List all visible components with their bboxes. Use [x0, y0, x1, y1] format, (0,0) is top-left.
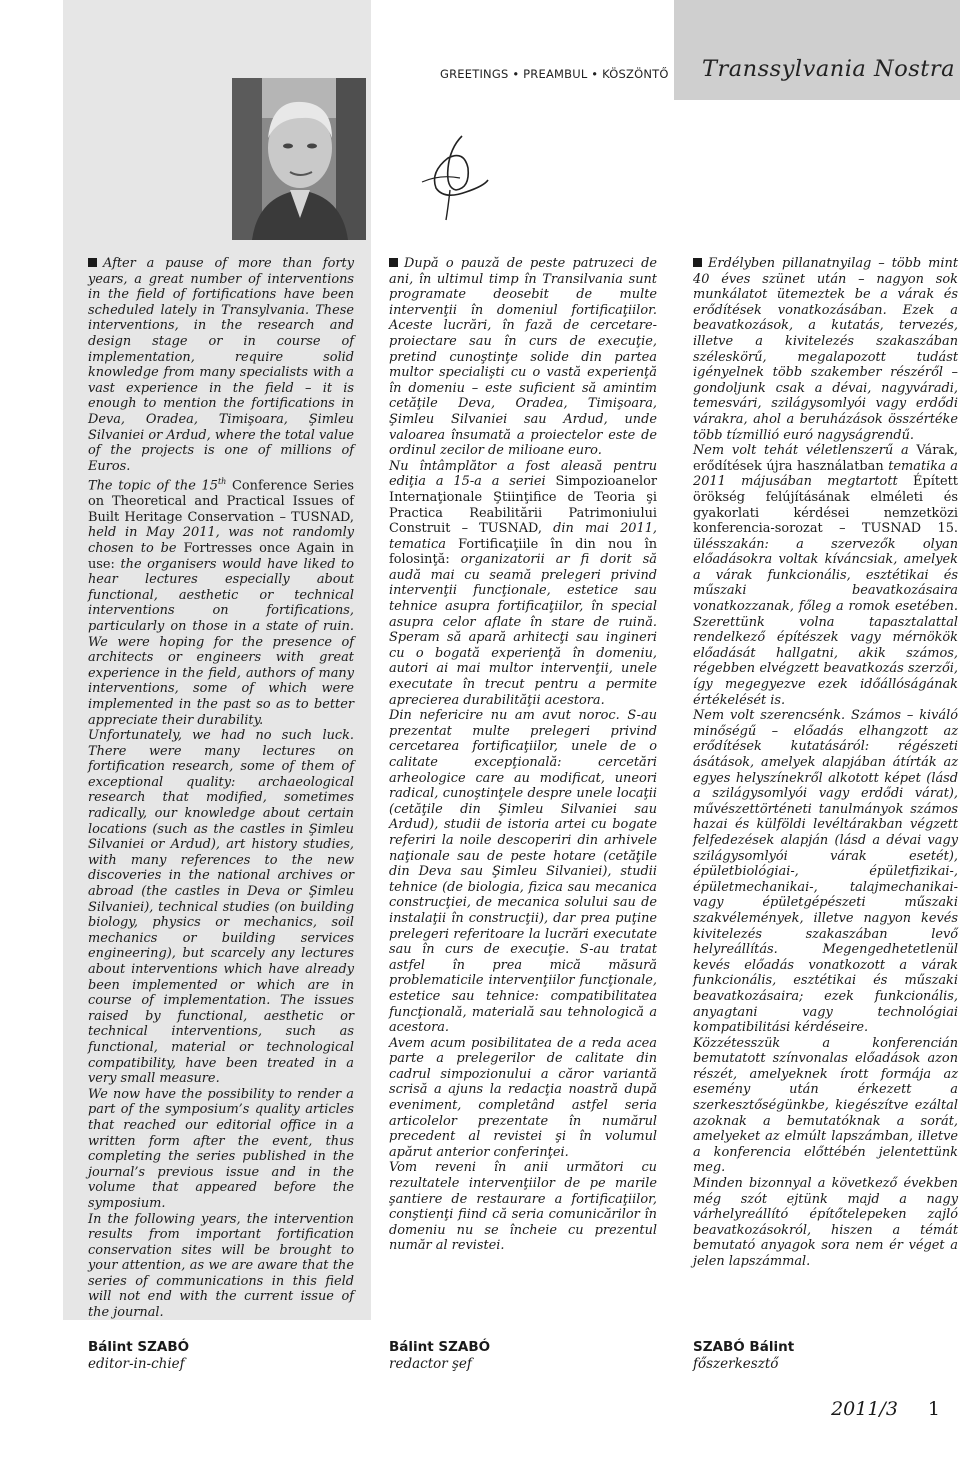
paragraph-text: held in May 2011, was not randomly chosen to be — [88, 525, 354, 556]
paragraph-text: Nu întâmplător a fost aleasă pentru ediţia a 15-a a seriei — [389, 458, 657, 490]
paragraph-text: Erdélyben pillanatnyilag – több mint 40 éves szünet után – nagyon sok munkálatot ütemeztek be a várak és erődítések vonatkozásában. Ezek a beavatkozások, a kutatás, tervezés, illetve a kivitelezés szakaszában széleskörű, megalapozott tudást igényelnek több szakember részéről – gondoljunk csak a dévai, nagyváradi, temesvári, szilágysomlyói vagy erdődi várakra, ahol a beruházások összértéke több tízmillió euró nagyságrendű. — [693, 256, 958, 443]
paragraph-text: tematika a 2011 májusában megtartott — [693, 458, 958, 490]
paragraph — [389, 459, 657, 709]
square-bullet-icon — [693, 258, 702, 267]
paragraph-text: După o pauză de peste patruzeci de ani, în ultimul timp în Transilvania sunt programate deosebit de multe intervenţii în domeniul fortificaţiilor. Aceste lucrări, în fază de cercetare-proiectare sau în curs de execuţie, pretind cunoştinţe solide din partea multor specialişti cu o vastă experienţă în domeniu – este suficient să amintim cetăţile Deva, Oradea, Timişoara, Şimleu Silvaniei sau Ardud, unde valoarea însumată a proiectelor este de ordinul zecilor de milioane euro. — [389, 256, 657, 459]
paragraph: We now have the possibility to render a part of the symposium’s quality articles that reached our editorial office in a written form after the event, thus completing the series published in the journal’s previous issue and in the volume that appeared before the symposium. — [88, 1086, 354, 1211]
section-labels: GREETINGS • PREAMBUL • KÖSZÖNTŐ — [440, 67, 669, 81]
author-role: editor-in-chief — [88, 1356, 185, 1372]
author-role: redactor şef — [389, 1356, 472, 1372]
editor-portrait-photo — [232, 78, 366, 240]
page-footer — [831, 1398, 940, 1420]
paragraph-text: organizatorii ar fi dorit să audă mai cu seamă prelegeri privind intervenţii funcţionale, estetice sau tehnice asupra fortificaţiilor, în special asupra celor aflate în stare de ruină. Speram să apară arhitecţi sau ingineri cu o bogată experienţă în domeniu, autori ai mai multor intervenţii, unele executate în trecut pentru a permite aprecierea durabilităţii acestora. — [389, 552, 657, 708]
paragraph: Vom reveni în anii următori cu rezultatele intervenţiilor de pe marile şantiere de restaurare a fortificaţiilor, conştienţi fiind că seria comunicărilor în domeniu nu se încheie cu prezentul număr al revistei. — [389, 1160, 657, 1254]
paragraph — [88, 474, 354, 728]
conference-name: Simpozioanelor Internaţionale Ştiinţifice de Teoria şi Practica Reabilitării Patrimoniului Construit – TUSNAD, — [389, 474, 657, 537]
portrait-illustration — [232, 78, 366, 240]
paragraph — [693, 443, 958, 708]
paragraph: Din nefericire nu am avut noroc. S-au prezentat multe prelegeri privind cercetarea fortificaţiilor, unele de o calitate excepţională: cercetări arheologice care au modificat, uneori radical, cunoştinţele despre unele locaţii (cetăţile din Şimleu Silvaniei sau Ardud), studii de istoria artei cu bogate referiri la noile descoperiri din arhivele naţionale sau de peste hotare (cetăţile din Deva sau Şimleu Silvaniei), studii tehnice (de biologia, fizica sau mecanica construcţiei, de mecanica solului sau de instalaţii în construcţii), dar prea puţine prelegeri referitoare la lucrări executate sau în curs de execuţie. S-au tratat astfel în prea mică măsură problematicile intervenţiilor funcţionale, estetice sau tehnice: compatibilitatea funcţională, materială sau tehnologică a acestora. — [389, 708, 657, 1036]
author-name: Bálint SZABÓ — [389, 1339, 491, 1355]
paragraph-text: The topic of the 15 — [88, 478, 218, 494]
paragraph: Minden bizonnyal a következő években még szót ejtünk majd a nagy várhelyreállító építőtelepeken zajló beavatkozásokról, hiszen a témát bemutató anyagok sora nem ér véget a jelen lapszámmal. — [693, 1176, 958, 1269]
journal-title: Transsylvania Nostra — [701, 56, 955, 82]
column-romanian — [389, 256, 657, 1254]
paragraph-text: Nem volt tehát véletlenszerű a — [693, 443, 917, 459]
conference-topic: Fortresses once Again in use: — [88, 540, 354, 572]
conference-name: Conference Series on Theoretical and Practical Issues of Built Heritage Conservation – TUSNAD, — [88, 478, 355, 525]
superscript: th — [217, 477, 227, 487]
header-title-bar — [674, 0, 960, 100]
author-name: Bálint SZABÓ — [88, 1339, 190, 1355]
square-bullet-icon — [389, 258, 398, 267]
signature-block-romanian — [389, 1339, 490, 1373]
paragraph: In the following years, the intervention results from important fortification conservation sites will be brought to your attention, as we are aware that the series of communications in this field will not end with the current issue of the journal. — [88, 1211, 354, 1321]
signature-block-english — [88, 1339, 189, 1373]
conference-topic: Várak, erődítések újra használatban — [693, 443, 958, 474]
paragraph — [693, 256, 958, 443]
paragraph-text: ülésszakán: a szervezők olyan előadásokra voltak kíváncsiak, amelyek a várak funkcionális, esztétikai és műszaki beavatkozásaira vonatkozzanak, főleg a romok esetében. Szerettünk volna tapasztalattal rendelkező építészek vagy mérnökök előadását hallgatni, akik számos, régebben elvégzett beavatkozás szerzői, így megegyezve ezek időállóságának értékelését is. — [693, 536, 958, 708]
signature-block-hungarian — [693, 1339, 794, 1373]
column-english — [88, 256, 354, 1321]
paragraph: Avem acum posibilitatea de a reda acea parte a prelegerilor de calitate din cadrul simpozionului a căror variantă scrisă a ajuns la redacţia noastră după eveniment, completând astfel seria articolelor prezentate în numărul precedent al revistei şi în volumul apărut anterior conferinţei. — [389, 1035, 657, 1160]
paragraph — [389, 256, 657, 459]
conference-name: Épített örökség felújításának elméleti és gyakorlati kérdései nemzetközi konferencia-sorozat – TUSNAD 15. — [693, 474, 958, 537]
paragraph: Nem volt szerencsénk. Számos – kiváló minőségű – előadás elhangzott az erődítések kutatásáról: régészeti ásátások, amelyek alapjában átírták az egyes helyszínekről alkotott képet (lásd a szilágysomlyói vagy erdődi várat), művészettörténeti tanulmányok számos hazai és külföldi levéltárakban végzett felfedezések alapján (lásd a dévai vagy szilágysomlyói várak esetét), épületbiológiai-, épületfizikai-, épületmechanikai-, talajmechanikai- vagy épületgépészeti műszaki szakvélemények, illetve nagyon kevés kivitelezés szakaszában levő helyreállítás. Megengedhetetlenül kevés előadás vonatkozott a várak funkcionális, esztétikai és műszaki beavatkozásaira; ezek funkcionális, anyagtani vagy technológiai kompatibilitási kérdéseire. — [693, 708, 958, 1036]
paragraph-text: After a pause of more than forty years, a great number of interventions in the field of fortifications have been scheduled lately in Transylvania. These interventions, in the research and design stage or in course of implementation, require solid knowledge from many specialists with a vast experience in the field – it is enough to mention the fortifications in Deva, Oradea, Timişoara, Şimleu Silvaniei or Ardud, where the total value of the projects is one of millions of Euros. — [88, 256, 354, 474]
paragraph: Unfortunately, we had no such luck. There were many lectures on fortification research, some of them of exceptional quality: archaeological research that modified, sometimes radically, our knowledge about certain locations (such as the castles in Şimleu Silvaniei or Ardud), art history studies, with many references to the new discoveries in the national archives or abroad (the castles in Deva or Şimleu Silvaniei), technical studies (on building biology, physics or mechanics, soil mechanics or building services engineering), but scarcely any lectures about interventions which have already been implemented or which are in course of implementation. The issues raised by functional, aesthetic or technical interventions, such as functional, material or technological compatibility, have been treated in a very small measure. — [88, 728, 354, 1087]
editor-signature — [400, 128, 500, 228]
paragraph: Közzétesszük a konferencián bemutatott színvonalas előadások azon részét, amelyeknek írott formája az esemény után érkezett a szerkesztőségünkbe, kiegészítve ezáltal azoknak a bemutatóknak a sorát, amelyeket az elmúlt lapszámban, illetve a konferencia előttébén jelentettünk meg. — [693, 1035, 958, 1176]
page-number: 1 — [927, 1398, 940, 1420]
paragraph-text: din mai 2011, tematica — [389, 521, 658, 552]
issue-number: 2011/3 — [831, 1398, 898, 1420]
conference-topic: Fortificaţiile în din nou în folosinţă: — [389, 536, 657, 568]
square-bullet-icon — [88, 258, 97, 267]
paragraph — [88, 256, 354, 474]
author-role: főszerkesztő — [693, 1356, 779, 1372]
paragraph-text: the organisers would have liked to hear lectures especially about functional, aesthetic or technical interventions on fortifications, particularly on those in a state of ruin. We were hoping for the presence of architects or engineers with great experience in the field, authors of many interventions, some of which were implemented in the past so as to better appreciate their durability. — [88, 556, 354, 728]
column-hungarian — [693, 256, 958, 1270]
author-name: SZABÓ Bálint — [693, 1339, 795, 1355]
